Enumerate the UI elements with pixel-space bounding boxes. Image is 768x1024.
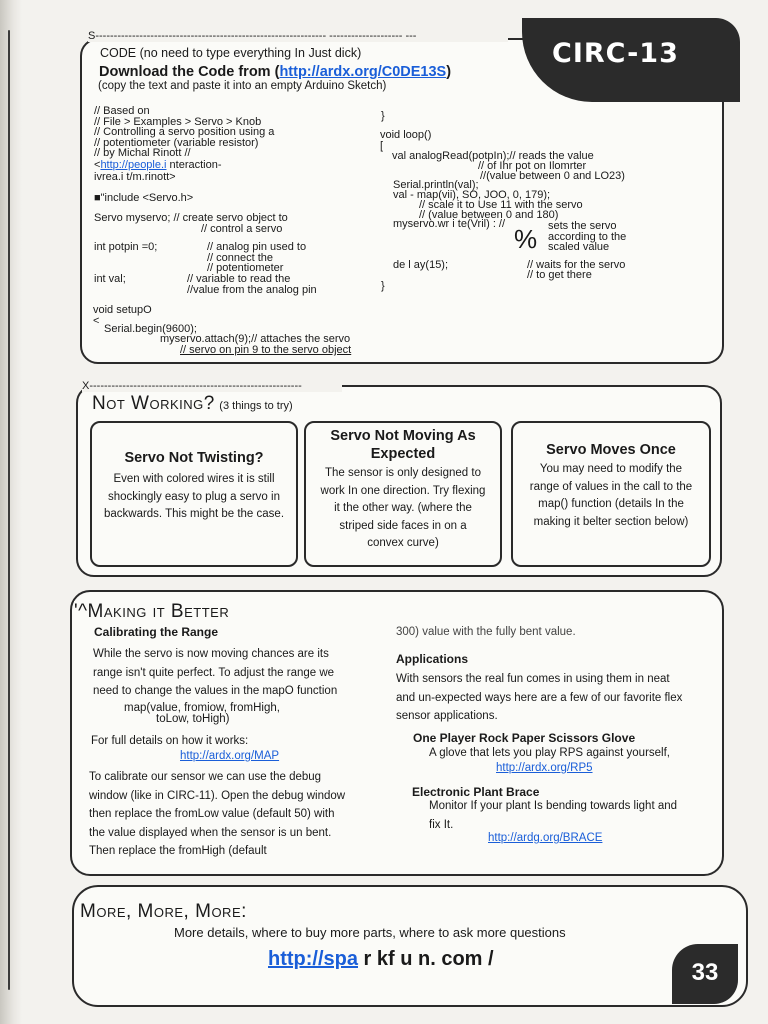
map-link[interactable]: http://ardx.org/MAP bbox=[180, 750, 280, 762]
code-attach2: // servo on pin 9 to the servo object bbox=[180, 344, 352, 356]
people-link[interactable]: http://people.i bbox=[100, 159, 167, 171]
not-working-title bbox=[92, 393, 293, 415]
app2-title: Electronic Plant Brace bbox=[412, 785, 540, 799]
download-line bbox=[99, 64, 451, 80]
code-analog2: // of Ihr pot on Ilomrter bbox=[478, 160, 587, 172]
code-servo-decl2: // control a servo bbox=[201, 223, 283, 235]
code-analog: val analogRead(potpIn);// reads the value bbox=[392, 150, 594, 162]
code-servo-decl: Servo myservo; // create servo object to bbox=[94, 212, 288, 224]
download-suffix: ) bbox=[446, 64, 452, 80]
tip-card bbox=[90, 421, 298, 567]
tip-card-title: Servo Not Twisting? bbox=[124, 450, 264, 466]
app1-body: A glove that lets you play RPS against yourself, bbox=[429, 747, 670, 759]
code-link-line bbox=[94, 159, 222, 171]
calib-paragraph-2: To calibrate our sensor we can use the debug window (like in CIRC-11). Open the debug window then replace the fromLow value (default 50) with the value displayed when the sensor is un bent. Then replace the fromHigh (default bbox=[89, 771, 346, 857]
map-signature-2: toLow, toHigh) bbox=[156, 713, 230, 725]
app2-body: Monitor If your plant Is bending towards light and fix It. bbox=[429, 800, 678, 831]
tip-card-body: Even with colored wires it is still shockingly easy to plug a servo in backwards. This might be the case. bbox=[103, 473, 285, 520]
tip-card bbox=[511, 421, 711, 567]
code-link-prefix: < bbox=[94, 159, 101, 171]
sparkfun-link[interactable]: http://spa bbox=[268, 948, 358, 970]
copy-note: (copy the text and paste it into an empty Arduino Sketch) bbox=[98, 80, 387, 92]
code-include: ■"include <Servo.h> bbox=[94, 192, 194, 204]
spine-edge bbox=[8, 30, 10, 990]
download-link[interactable]: http://ardx.org/C0DE13S bbox=[279, 64, 447, 80]
code-val: int val; bbox=[94, 273, 126, 285]
sparkfun-link-line[interactable] bbox=[268, 948, 494, 971]
code-comments: // Based on // File > Examples > Servo > Knob // Controlling a servo position using a // potentiometer (variable resistor) // by Michal Rinott // bbox=[94, 105, 275, 159]
not-working-cut-line: X---------------------------------------------------------- bbox=[82, 380, 342, 392]
tip-card-title: Servo Moves Once bbox=[546, 442, 676, 458]
code-map2: // scale it to Use 11 with the servo bbox=[419, 199, 583, 211]
app1-title: One Player Rock Paper Scissors Glove bbox=[413, 731, 636, 745]
calib-continued: 300) value with the fully bent value. bbox=[396, 626, 576, 638]
calib-heading: Calibrating the Range bbox=[94, 625, 219, 639]
details-text: For full details on how it works: bbox=[91, 735, 249, 747]
calib-paragraph-1: While the servo is now moving chances are its range isn't quite perfect. To adjust the range we need to change the values in the mapO function bbox=[93, 648, 338, 697]
code-link-line2: ivrea.i t/m.rinott> bbox=[94, 171, 176, 183]
code-percent: % bbox=[514, 224, 538, 254]
binding-spine bbox=[0, 0, 22, 1024]
not-working-heading: Not Working? bbox=[92, 393, 215, 414]
apps-heading: Applications bbox=[396, 652, 469, 666]
tip-card bbox=[304, 421, 502, 567]
code-delay-c2: // to get there bbox=[527, 269, 592, 281]
code-analog3: //(value between 0 and LO23) bbox=[480, 170, 625, 182]
making-better-title: '^Making it Better bbox=[74, 601, 230, 622]
code-potpin-comment: // analog pin used to // connect the // potentiometer bbox=[207, 241, 307, 274]
code-link-suffix: nteraction- bbox=[166, 159, 222, 171]
code-setup: void setupO < bbox=[93, 304, 152, 327]
code-brace2: } bbox=[381, 280, 385, 292]
code-delay: de l ay(15); bbox=[393, 259, 449, 271]
code-serial-begin: Serial.begin(9600); bbox=[104, 323, 197, 335]
tip-card-title: Servo Not Moving As Expected bbox=[330, 428, 476, 462]
more-title: More, More, More: bbox=[80, 901, 247, 922]
code-cut-line: S--------------------------------------------------------------- -------------------- --- bbox=[88, 30, 508, 42]
sparkfun-link-tail[interactable]: r kf u n. com / bbox=[358, 948, 494, 970]
code-val-comment: // variable to read the //value from the analog pin bbox=[187, 273, 317, 296]
brace-link[interactable]: http://ardg.org/BRACE bbox=[488, 832, 603, 844]
tip-card-body: You may need to modify the range of values in the call to the map() function (details In the making it belter section below) bbox=[529, 463, 693, 528]
tip-card-body: The sensor is only designed to work In one direction. Try flexing it the other way. (where the striped side faces in on a convex curve) bbox=[320, 467, 486, 549]
code-println: Serial.println(val); bbox=[393, 179, 479, 191]
code-potpin: int potpin =0; bbox=[94, 241, 158, 253]
code-brace1: } bbox=[381, 110, 385, 122]
page-number: 33 bbox=[672, 944, 738, 1004]
download-prefix: Download the Code from ( bbox=[99, 64, 280, 80]
code-map: val - map(vii), SO, JOO, 0, 179); bbox=[393, 189, 551, 201]
code-write-comment: sets the servo according to the scaled value bbox=[548, 220, 627, 253]
code-loop: void loop() [ bbox=[380, 129, 432, 152]
not-working-subtitle: (3 things to try) bbox=[219, 400, 293, 412]
more-body: More details, where to buy more parts, where to ask more questions bbox=[174, 925, 566, 940]
circ-label: CIRC-13 bbox=[552, 38, 679, 69]
code-note: CODE (no need to type everything In Just dick) bbox=[100, 46, 362, 60]
rps-link[interactable]: http://ardx.org/RP5 bbox=[496, 762, 593, 774]
code-write: myservo.wr i te(Vril) : // bbox=[393, 218, 506, 230]
code-map3: // (value between 0 and 180) bbox=[419, 209, 559, 221]
apps-paragraph: With sensors the real fun comes in using them in neat and un-expected ways here are a few of our favorite flex sensor applications. bbox=[396, 673, 683, 722]
code-delay-c1: // waits for the servo bbox=[527, 259, 626, 271]
code-attach: myservo.attach(9);// attaches the servo bbox=[160, 333, 351, 345]
map-signature-1: map(value, fromiow, fromHigh, bbox=[124, 702, 280, 714]
